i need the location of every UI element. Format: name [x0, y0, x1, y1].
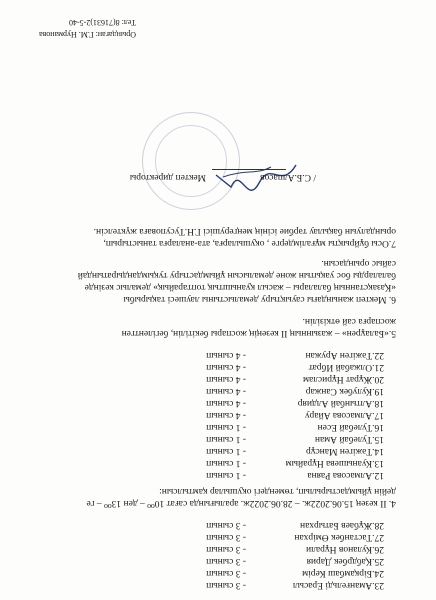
item7-line-2: орындалуын бақылау тәрбие ісінің меңгерушісі Г.Н.Тусуповаға жүктелсін. [93, 226, 396, 236]
signature-line [212, 169, 286, 170]
item6-line-4: сайыс орындасын. [321, 258, 396, 268]
item6-line-2: «Қазақстанның балалары – жасыл қуаныштық топтарайық» демалыс кезінде [84, 282, 396, 292]
item7-line-1: 7.Осы бұйрықты мұғалімдерге , оқушыларға, ата-аналарға таныстырып, [103, 238, 396, 248]
item4-subheading: дейін ұйымдастырылып, төмендегі оқушылар қамтылсын: [159, 486, 396, 496]
document-page: 23.Аманғельді Ерасыл - 3 сынып 24.Бірқамбаш Керім - 3 сынып 25.Қабдрбек Дария - 3 сынып 26.Куланов Нұрали - 3 сынып 27.Тастанбек Өмірхан - 3 сынып 28.Жұбаев Батырхан - 3 сынып 4. II кезең 15.06.2022ж. – 28.06.2022ж. аралығында сағат 10⁰⁰ – ден 13⁰⁰ – ге дейін ұйымдастырылып, төмендегі оқушылар қамтылсын: 12.Алмасова Раяна - 1 сынып 13.Куанышева Нұрайым - 1 сынып 14.Тәжіген Мансұр - 1 сынып 15.Тулебай Аман - 1 сынып 16.Тулебай Есен - 1 сынып 17.Алмасова Айару - 4 сынып 18.Алтынбай Алдияр - 4 сынып 19.Кулубек Санжар - 4 сынып 20.Жұрат Нұрислам - 4 сынып 21.Олжабай Ибрат - 4 сынып 22.Тәжіген Аружан - 4 сынып 5.«Балаұрен» – жазынның II кезеңің жоспары бекітілін, бегілентген жоспарға сай өткізілін. 6. Мектеп жанындағы сауықтыру демалыстыны лаушесі тақырыбы «Қазақстанның балалары – жасыл қуаныштық топтарайық» демалыс кезінде балаларды бос уақытын жоне демалысын ұйымдастыру туқымдандыратындай сайыс орындасын. 7.Осы бұйрықты мұғалімдерге , оқушыларға, ата-аналарға таныстырып, орындалуын бақылау тәрбие ісінің меңгерушісі Г.Н.Тусуповаға жүктелсін. Мектеп директоры / С.Б.Алпасов Орындаған: Г.М. Нурманова Тел: 8(71631)2-5-40 [0, 0, 436, 600]
director-name: / С.Б.Алпасов [260, 172, 316, 182]
item6-line-3: балаларды бос уақытын жоне демалысын ұйымдастыру туқымдандыратындай [77, 270, 396, 280]
item5-line-1: 5.«Балаұрен» – жазынның II кезеңің жоспары бекітілін, бегілентген [121, 328, 396, 338]
director-label: Мектеп директоры [129, 172, 206, 182]
item5-line-2: жоспарға сай өткізілін. [302, 316, 396, 326]
item4-heading: 4. II кезең 15.06.2022ж. – 28.06.2022ж. аралығында сағат 10⁰⁰ – ден 13⁰⁰ – ге [86, 498, 396, 508]
item6-line-1: 6. Мектеп жанындағы сауықтыру демалыстыны лаушесі тақырыбы [123, 294, 396, 304]
phone-line: Тел: 8(71631)2-5-40 [68, 18, 136, 27]
executor-line: Орындаған: Г.М. Нурманова [39, 30, 136, 39]
